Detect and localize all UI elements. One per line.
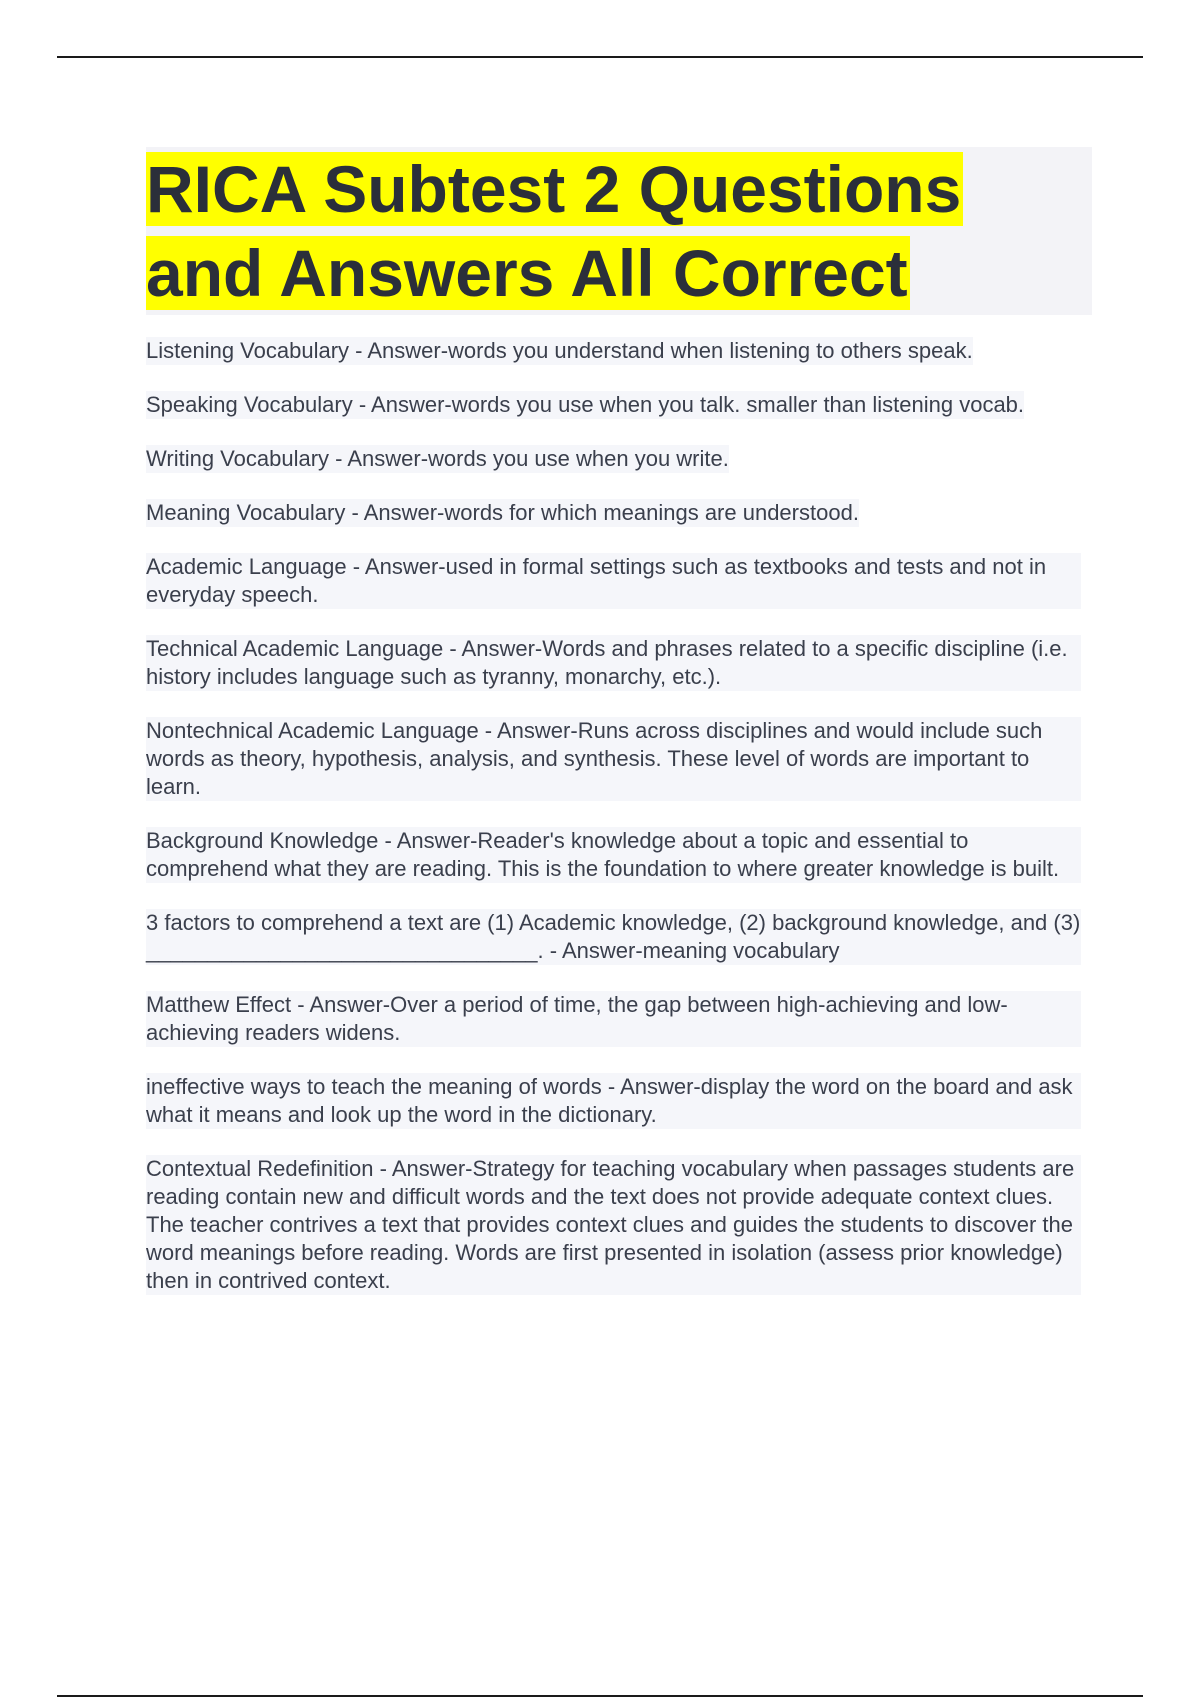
qa-item: Academic Language - Answer-used in formal settings such as textbooks and tests and not in everyday speech. [146, 553, 1081, 609]
qa-item: Background Knowledge - Answer-Reader's knowledge about a topic and essential to comprehend what they are reading. This is the foundation to where greater knowledge is built. [146, 827, 1081, 883]
top-rule [57, 56, 1143, 58]
document-title [146, 147, 1092, 315]
qa-item: Matthew Effect - Answer-Over a period of time, the gap between high-achieving and low-achieving readers widens. [146, 991, 1081, 1047]
bottom-rule [57, 1695, 1143, 1697]
qa-item: Contextual Redefinition - Answer-Strategy for teaching vocabulary when passages students are reading contain new and difficult words and the text does not provide adequate context clues. The teacher contrives a text that provides context clues and guides the students to discover the word meanings before reading. Words are first presented in isolation (assess prior knowledge) then in contrived context. [146, 1155, 1081, 1295]
qa-item: 3 factors to comprehend a text are (1) Academic knowledge, (2) background knowledge, and (3) ________________________________. - Answer-meaning vocabulary [146, 910, 1081, 963]
qa-item: Technical Academic Language - Answer-Words and phrases related to a specific discipline (i.e. history includes language such as tyranny, monarchy, etc.). [146, 635, 1081, 691]
qa-item: Listening Vocabulary - Answer-words you understand when listening to others speak. [146, 338, 973, 363]
title-block [146, 147, 1092, 315]
document-body [146, 147, 1092, 1321]
qa-list [146, 337, 1092, 1295]
qa-item: Meaning Vocabulary - Answer-words for which meanings are understood. [146, 500, 859, 525]
qa-item: Nontechnical Academic Language - Answer-Runs across disciplines and would include such words as theory, hypothesis, analysis, and synthesis. These level of words are important to learn. [146, 717, 1081, 801]
qa-item: Writing Vocabulary - Answer-words you use when you write. [146, 446, 729, 471]
qa-item: Speaking Vocabulary - Answer-words you use when you talk. smaller than listening vocab. [146, 392, 1025, 417]
document-title-text: RICA Subtest 2 Questions and Answers All Correct [146, 152, 962, 310]
qa-item: ineffective ways to teach the meaning of words - Answer-display the word on the board and ask what it means and look up the word in the dictionary. [146, 1073, 1081, 1129]
